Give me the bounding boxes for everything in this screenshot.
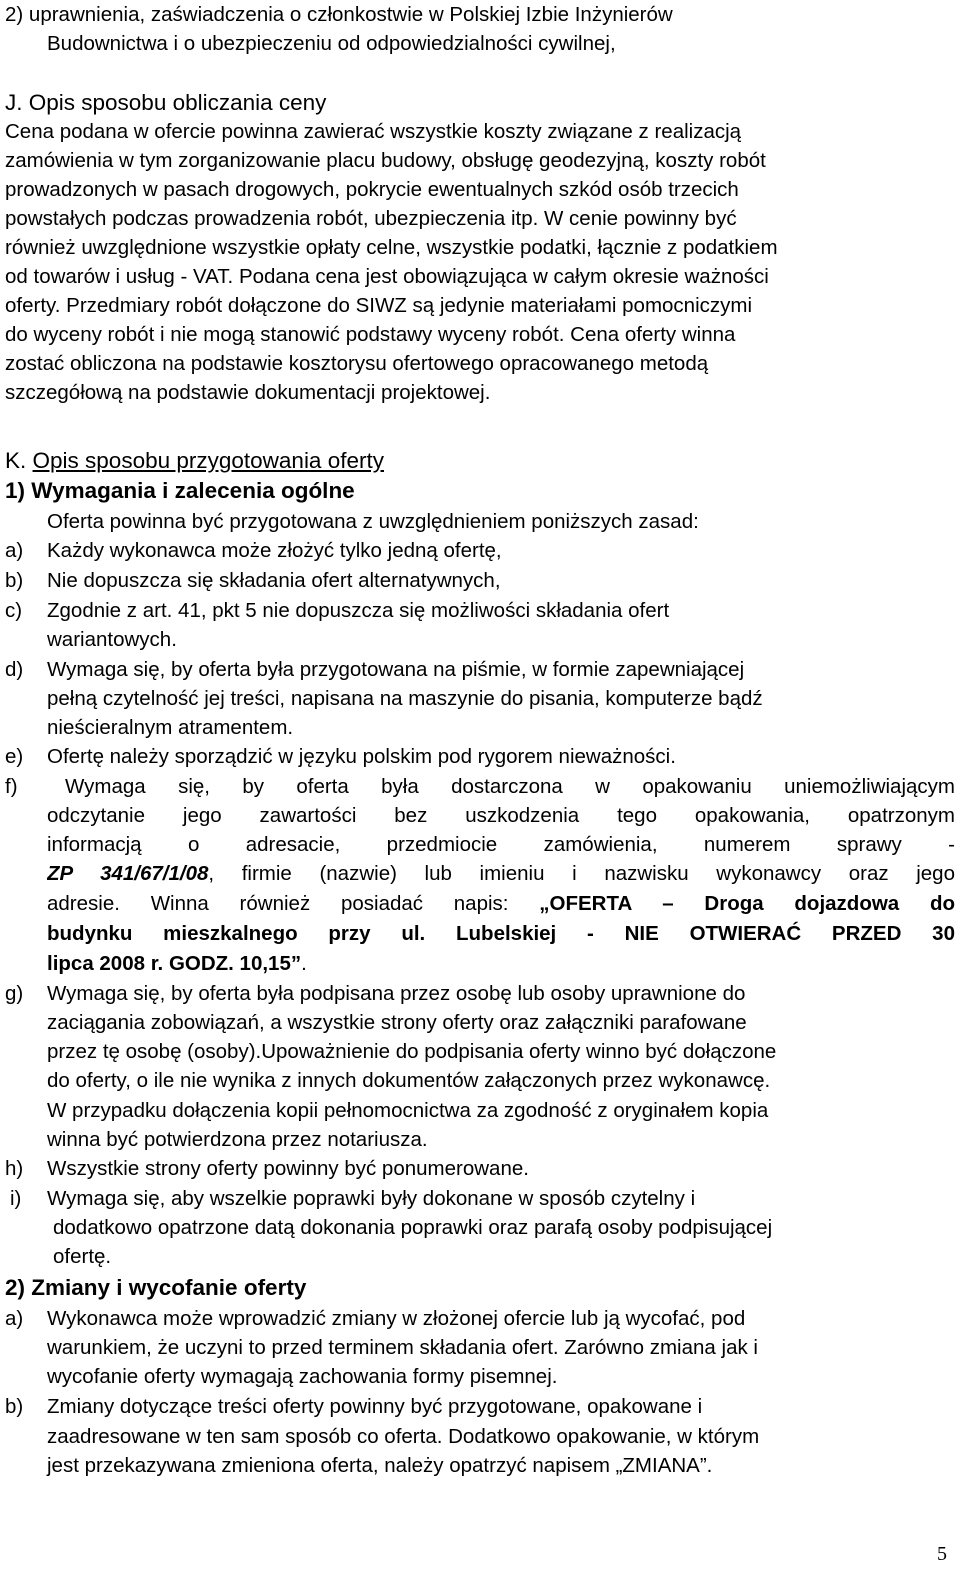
item-d-label: d) bbox=[5, 658, 24, 681]
item-e-text: Ofertę należy sporządzić w języku polskim pod rygorem nieważności. bbox=[47, 745, 676, 768]
item-g-text: do oferty, o ile nie wynika z innych dokumentów załączonych przez wykonawcę. bbox=[47, 1069, 771, 1092]
subsection-2-title: 2) Zmiany i wycofanie oferty bbox=[5, 1275, 307, 1300]
envelope-label: budynku mieszkalnego przy ul. Lubelskiej - NIE OTWIERAĆ PRZED 30 bbox=[47, 922, 955, 945]
section-j-line: powstałych podczas prowadzenia robót, ubezpieczenia itp. W cenie powinny być bbox=[5, 207, 737, 230]
sub2-item-a-text: Wykonawca może wprowadzić zmiany w złożonej ofercie lub ją wycofać, pod bbox=[47, 1307, 746, 1330]
subsection-1-title: 1) Wymagania i zalecenia ogólne bbox=[5, 478, 355, 503]
item-f-label: f) bbox=[5, 775, 18, 798]
sub2-item-b-text: jest przekazywana zmieniona oferta, należy opatrzyć napisem „ZMIANA”. bbox=[47, 1454, 713, 1477]
section-j-line: do wyceny robót i nie mogą stanowić podstawy wyceny robót. Cena oferty winna bbox=[5, 323, 736, 346]
sub2-item-b-text: zaadresowane w ten sam sposób co oferta. Dodatkowo opakowanie, w którym bbox=[47, 1425, 760, 1448]
item-f-text: informacją o adresacie, przedmiocie zamówienia, numerem sprawy - bbox=[47, 833, 955, 856]
item-i-text: Wymaga się, aby wszelkie poprawki były dokonane w sposób czytelny i bbox=[47, 1187, 696, 1210]
item-f-text-rest: , firmie (nazwie) lub imieniu i nazwisku wykonawcy oraz jego bbox=[208, 862, 955, 885]
item-d-text: pełną czytelność jej treści, napisana na maszynie do pisania, komputerze bądź bbox=[47, 687, 763, 710]
sub2-item-a-label: a) bbox=[5, 1307, 24, 1330]
section-j-title: J. Opis sposobu obliczania ceny bbox=[5, 90, 327, 115]
section-j-line: od towarów i usług - VAT. Podana cena jest obowiązująca w całym okresie ważności bbox=[5, 265, 769, 288]
item-g-label: g) bbox=[5, 982, 24, 1005]
section-j-line: szczegółową na podstawie dokumentacji projektowej. bbox=[5, 381, 491, 404]
item-g-text: przez tę osobę (osoby).Upoważnienie do podpisania oferty winno być dołączone bbox=[47, 1040, 777, 1063]
item-f-text-plain: adresie. Winna również posiadać napis: bbox=[47, 892, 540, 915]
item-g-text: W przypadku dołączenia kopii pełnomocnictwa za zgodność z oryginałem kopia bbox=[47, 1099, 769, 1122]
envelope-label-end bbox=[47, 949, 307, 978]
intro-item2-line1: 2) uprawnienia, zaświadczenia o członkostwie w Polskiej Izbie Inżynierów bbox=[5, 3, 673, 26]
document-page bbox=[5, 0, 955, 1576]
section-j-line: prowadzonych w pasach drogowych, pokrycie ewentualnych szkód osób trzecich bbox=[5, 178, 739, 201]
item-g-text: zaciągania zobowiązań, a wszystkie strony oferty oraz załączniki parafowane bbox=[47, 1011, 747, 1034]
sub2-item-b-label: b) bbox=[5, 1395, 24, 1418]
case-number: ZP 341/67/1/08 bbox=[47, 862, 209, 885]
item-f-text bbox=[47, 859, 955, 888]
item-h-label: h) bbox=[5, 1157, 24, 1180]
sub2-item-a-text: warunkiem, że uczyni to przed terminem składania ofert. Zarówno zmiana jak i bbox=[47, 1336, 758, 1359]
item-e-label: e) bbox=[5, 745, 24, 768]
item-d-text: nieścieralnym atramentem. bbox=[47, 716, 294, 739]
item-f-text-end: . bbox=[301, 952, 307, 975]
item-c-label: c) bbox=[5, 599, 23, 622]
sub2-item-b-text: Zmiany dotyczące treści oferty powinny być przygotowane, opakowane i bbox=[47, 1395, 703, 1418]
item-f-text: odczytanie jego zawartości bez uszkodzenia tego opakowania, opatrzonym bbox=[47, 804, 955, 827]
item-i-text: dodatkowo opatrzone datą dokonania poprawki oraz parafą osoby podpisującej bbox=[53, 1216, 773, 1239]
sub2-item-a-text: wycofanie oferty wymagają zachowania formy pisemnej. bbox=[47, 1365, 558, 1388]
item-a-text: Każdy wykonawca może złożyć tylko jedną ofertę, bbox=[47, 539, 502, 562]
section-k-letter: K. bbox=[5, 448, 27, 473]
item-f-text: Wymaga się, by oferta była dostarczona w opakowaniu uniemożliwiającym bbox=[65, 775, 955, 798]
item-i-text: ofertę. bbox=[53, 1245, 112, 1268]
item-b-text: Nie dopuszcza się składania ofert alternatywnych, bbox=[47, 569, 501, 592]
page-number: 5 bbox=[937, 1543, 947, 1565]
envelope-label: lipca 2008 r. GODZ. 10,15” bbox=[47, 952, 302, 975]
subsection-1-intro: Oferta powinna być przygotowana z uwzględnieniem poniższych zasad: bbox=[47, 510, 699, 533]
item-c-text: Zgodnie z art. 41, pkt 5 nie dopuszcza się możliwości składania ofert bbox=[47, 599, 670, 622]
section-j-line: zamówienia w tym zorganizowanie placu budowy, obsługę geodezyjną, koszty robót bbox=[5, 149, 766, 172]
item-c-text: wariantowych. bbox=[47, 628, 177, 651]
item-b-label: b) bbox=[5, 569, 24, 592]
section-j-line: również uwzględnione wszystkie opłaty celne, wszystkie podatki, łącznie z podatkiem bbox=[5, 236, 778, 259]
section-k-heading bbox=[5, 446, 384, 475]
item-i-label: i) bbox=[10, 1187, 22, 1210]
item-g-text: Wymaga się, by oferta była podpisana przez osobę lub osoby uprawnione do bbox=[47, 982, 746, 1005]
item-a-label: a) bbox=[5, 539, 24, 562]
section-j-line: zostać obliczona na podstawie kosztorysu ofertowego opracowanego metodą bbox=[5, 352, 709, 375]
intro-item2-line2: Budownictwa i o ubezpieczeniu od odpowiedzialności cywilnej, bbox=[47, 32, 616, 55]
section-k-title: Opis sposobu przygotowania oferty bbox=[32, 448, 384, 473]
item-f-text bbox=[47, 889, 955, 918]
envelope-label: „OFERTA – Droga dojazdowa do bbox=[539, 892, 955, 915]
item-g-text: winna być potwierdzona przez notariusza. bbox=[47, 1128, 428, 1151]
section-j-line: Cena podana w ofercie powinna zawierać wszystkie koszty związane z realizacją bbox=[5, 120, 742, 143]
item-d-text: Wymaga się, by oferta była przygotowana na piśmie, w formie zapewniającej bbox=[47, 658, 745, 681]
section-j-line: oferty. Przedmiary robót dołączone do SIWZ są jedynie materiałami pomocniczymi bbox=[5, 294, 753, 317]
item-h-text: Wszystkie strony oferty powinny być ponumerowane. bbox=[47, 1157, 529, 1180]
